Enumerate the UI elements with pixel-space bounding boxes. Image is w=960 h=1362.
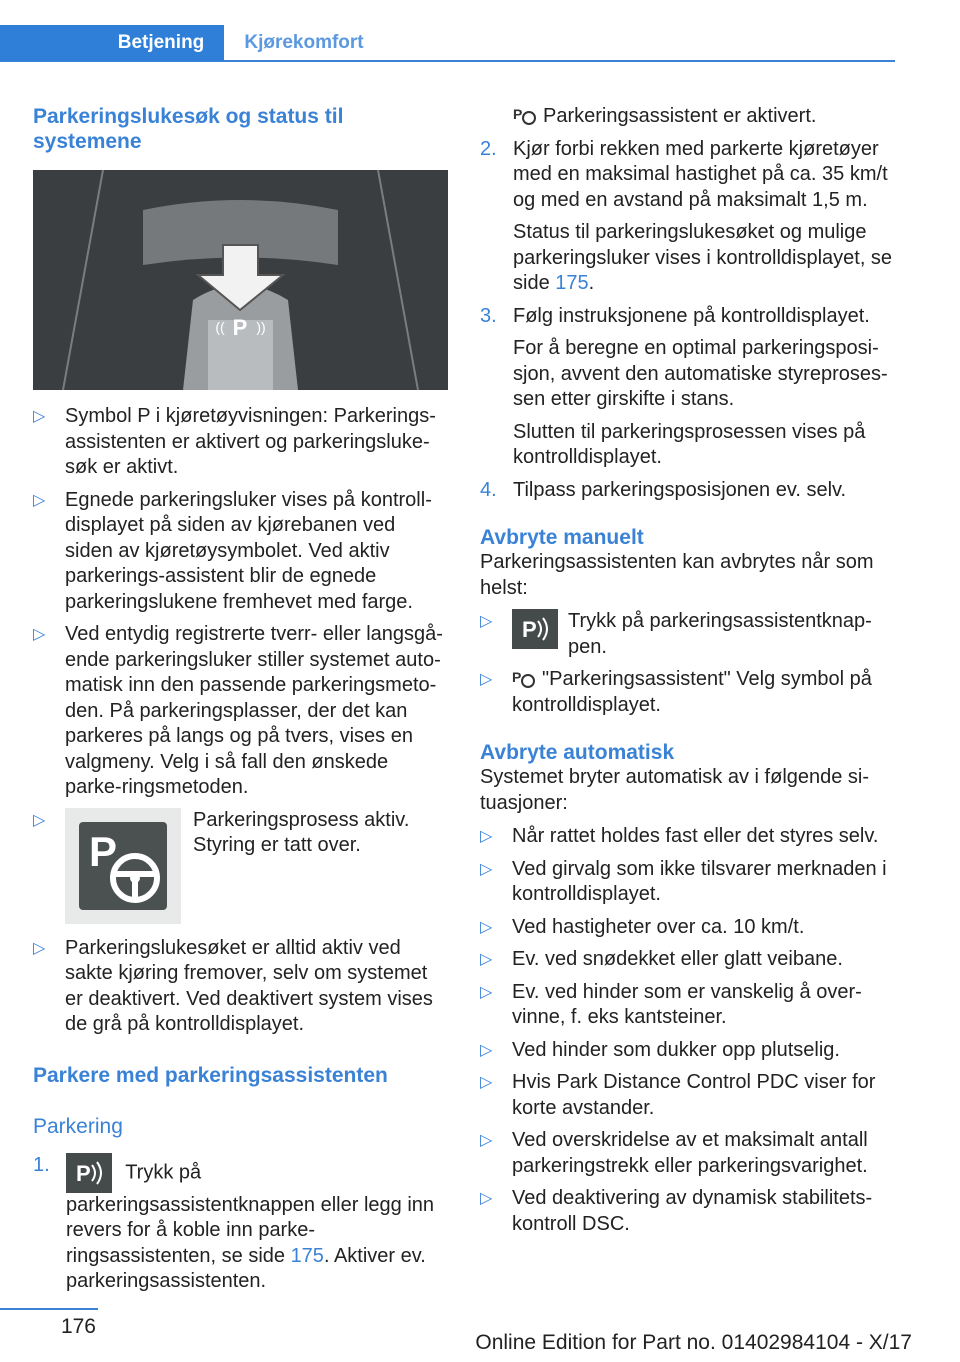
list-item: ▷ Ved overskridelse av et maksimalt antall parkeringstrekk eller parkeringsvarighet. (480, 1128, 895, 1179)
triangle-bullet-icon (480, 1070, 492, 1096)
list-item: ▷ Ved entydig registrerte tverr- eller langsgå-ende parkeringsluker stiller systemet auto-matisk inn den passende parkeringsmeto-den. På parkeringsplasser, der det kan parkeres på langs og på tvers, vises en valgmeny. Velg i så fall den ønskede parke-ringsmetoden. (33, 622, 448, 801)
car-view-illustration (33, 170, 448, 390)
section-title-cancel-auto: Avbryte automatisk (480, 741, 675, 764)
park-assist-symbol-icon (512, 667, 536, 689)
triangle-bullet-icon (480, 667, 492, 693)
list-item: ▷ Ved hinder som dukker opp plutselig. (480, 1038, 895, 1064)
svg-text:P: P (89, 827, 118, 875)
triangle-bullet-icon (33, 404, 45, 430)
parking-steps-left (33, 1153, 448, 1295)
list-item: ▷ Ev. ved snødekket eller glatt veibane. (480, 947, 895, 973)
svg-text:P: P (512, 669, 522, 685)
tab-kjorekomfort[interactable]: Kjørekomfort (244, 32, 364, 53)
section-title-park-assistant: Parkere med parkeringsassistenten (33, 1063, 388, 1087)
tab-spacer (0, 25, 98, 61)
parking-steps-right (480, 137, 895, 504)
triangle-bullet-icon (480, 1038, 492, 1064)
svg-text:P: P (522, 617, 537, 642)
list-item: ▷ Egnede parkeringsluker vises på kontroll-displayet på siden av kjørebanen ved siden av kjøretøysymbolet. Ved aktiv parkerings-assistent blir de egnede parkeringslukene fremhevet med farge. (33, 488, 448, 616)
triangle-bullet-icon (480, 947, 492, 973)
left-column (33, 104, 448, 1302)
edition-footer: Online Edition for Part no. 01402984104 - X/17 (475, 1331, 912, 1354)
triangle-bullet-icon (480, 1128, 492, 1154)
list-item: ▷ P Parkeringsprosess aktiv. Styring er tatt over. (33, 808, 448, 924)
triangle-bullet-icon (33, 936, 45, 962)
assist-active-line: P Parkeringsassistent er aktivert. (513, 105, 817, 127)
step-item: 1. P Trykk på parkeringsassistentknappen eller legg inn revers for å koble inn parke-ringsassistenten, se side 175. Aktiver ev. parkeringsassistenten. (33, 1153, 435, 1292)
svg-text:P: P (76, 1160, 91, 1186)
cancel-manual-list (480, 609, 895, 718)
step-item: 2. Kjør forbi rekken med parkerte kjøretøyer med en maksimal hastighet på ca. 35 km/t og med en avstand på maksimalt 1,5 m. Status til parkeringslukesøket og mulige parkeringsluker vises i kontrolldisplayet, se side 175. (480, 137, 893, 294)
page-link-175[interactable]: 175 (290, 1244, 324, 1267)
list-item: ▷ P "Parkeringsassistent" Velg symbol på kontrolldisplayet. (480, 667, 895, 718)
header-tabs (0, 25, 895, 62)
right-column: P Parkeringsassistent er aktivert. 2. Kjør forbi rekken med parkerte kjøretøyer med en maksimal hastighet på ca. 35 km/t og med en avstand på maksimalt 1,5 m. Status til parkeringslukesøket og mulige parkeringsluker vises i kontrolldisplayet, se side 175. 3. Følg instruksjonene på kontrolldisplayet. For å beregne en optimal parkeringsposi-sjon, avvent den automatiske styreproses-sen etter girskifte i stans. Slutten til parkeringsprosessen vises på kontrolldisplayet. 4. Tilpass parkeringsposisjonen ev. selv. Avbryte manuelt Parkeringsassistenten kan avbrytes når som helst: ▷ P Trykk på parkeringsassistentknap-pen. ▷ P "Parkeringsassistent" Velg symbol på kontrolldisplayet. Avbryte automatisk Systemet bryter automatisk av i følgende si-tuasjoner: ▷ Når rattet holdes fast eller det styres selv. ▷ Ved girvalg som ikke tilsvarer merknaden i kontrolldisplayet. ▷ Ved hastigheter over ca. 10 km/t. ▷ Ev. ved snødekket eller glatt veibane. ▷ Ev. ved hinder som er vanskelig å over-vinne, f. eks kantsteiner. ▷ Ved hinder som dukker opp plutselig. ▷ Hvis Park Distance Control PDC viser for korte avstander. ▷ Ved overskridelse av et maksimalt antall parkeringstrekk eller parkeringsvarighet. ▷ Ved deaktivering av dynamisk stabilitets-kontroll DSC. (480, 104, 895, 1244)
list-item: ▷ Symbol P i kjøretøyvisningen: Parkerings-assistenten er aktivert og parkeringsluke-søk er aktivt. (33, 404, 448, 481)
subsection-title-parking: Parkering (33, 1114, 123, 1138)
list-item: ▷ Ved hastigheter over ca. 10 km/t. (480, 915, 895, 941)
status-list (33, 404, 448, 1038)
step-item: 3. Følg instruksjonene på kontrolldisplayet. For å beregne en optimal parkeringsposi-sjon, avvent den automatiske styreproses-sen etter girskifte i stans. Slutten til parkeringsprosessen vises på kontrolldisplayet. (480, 304, 888, 468)
park-assist-symbol-icon (513, 104, 537, 126)
list-item: ▷ Parkeringslukesøket er alltid aktiv ved sakte kjøring fremover, selv om systemet er deaktivert. Ved deaktivert system vises de grå på kontrolldisplayet. (33, 936, 448, 1038)
svg-text:P: P (232, 315, 248, 340)
cancel-auto-list (480, 824, 895, 1237)
section-title-parking-search: Parkeringslukesøk og status til systemene (33, 105, 344, 153)
svg-text:P: P (513, 106, 523, 122)
list-item: ▷ Når rattet holdes fast eller det styres selv. (480, 824, 895, 850)
svg-text:((: (( (215, 319, 225, 335)
step-item: 4. Tilpass parkeringsposisjonen ev. selv. (480, 478, 847, 501)
triangle-bullet-icon (480, 1186, 492, 1212)
park-assist-button-icon (66, 1153, 112, 1193)
list-item: ▷ Ved deaktivering av dynamisk stabilitets-kontroll DSC. (480, 1186, 895, 1237)
triangle-bullet-icon (480, 980, 492, 1006)
triangle-bullet-icon (33, 808, 45, 834)
tab-betjening[interactable]: Betjening (98, 25, 224, 61)
park-assist-button-icon (512, 609, 558, 649)
triangle-bullet-icon (480, 609, 492, 635)
svg-text:)): )) (256, 319, 266, 335)
page-number: 176 (0, 1308, 98, 1340)
list-item: ▷ Ved girvalg som ikke tilsvarer merknaden i kontrolldisplayet. (480, 857, 895, 908)
list-item: ▷ Ev. ved hinder som er vanskelig å over-vinne, f. eks kantsteiner. (480, 980, 895, 1031)
triangle-bullet-icon (480, 824, 492, 850)
triangle-bullet-icon (33, 622, 45, 648)
page-link-175[interactable]: 175 (555, 272, 589, 294)
parking-display-photo (33, 170, 448, 390)
triangle-bullet-icon (33, 488, 45, 514)
parking-steering-icon (65, 808, 181, 924)
triangle-bullet-icon (480, 857, 492, 883)
triangle-bullet-icon (480, 915, 492, 941)
section-title-cancel-manual: Avbryte manuelt (480, 526, 644, 549)
list-item: ▷ Hvis Park Distance Control PDC viser for korte avstander. (480, 1070, 895, 1121)
list-item: ▷ P Trykk på parkeringsassistentknap-pen. (480, 609, 895, 660)
